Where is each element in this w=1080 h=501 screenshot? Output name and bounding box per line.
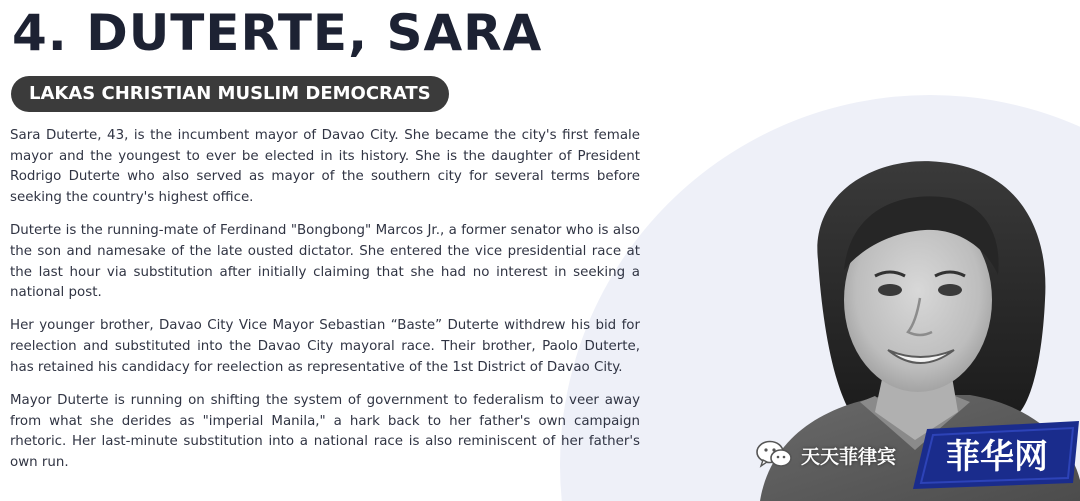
bio-paragraph: Mayor Duterte is running on shifting the system of government to federalism to veer away from what she derides as "imperial Manila," a hark back to her father's own campaign rhetoric. Her last-minute substitution into a national race is also reminiscent of her father's own run. [10,392,640,471]
bio-paragraph: Her younger brother, Davao City Vice Mayor Sebastian “Baste” Duterte withdrew his bid for reelection and substituted into the Davao City mayoral race. Their brother, Paolo Duterte, has retained his candidacy for reelection as representative of the 1st District of Davao City. [10,318,640,375]
site-logo-text: 菲华网 [946,437,1048,477]
candidate-bio [10,126,640,486]
watermark-channel: 天天菲律宾 [801,445,897,468]
wechat-icon [755,438,793,472]
party-badge: LAKAS CHRISTIAN MUSLIM DEMOCRATS [11,76,449,112]
watermark [755,438,896,472]
page-title: 4. DUTERTE, SARA [12,4,543,62]
bio-paragraph: Duterte is the running-mate of Ferdinand "Bongbong" Marcos Jr., a former senator who is also the son and namesake of the late ousted dictator. She entered the vice presidential race at the last hour via substitution after initially claiming that she had no interest in seeking a national post. [10,223,640,301]
site-logo [913,421,1080,489]
bio-paragraph: Sara Duterte, 43, is the incumbent mayor of Davao City. She became the city's first female mayor and the youngest to ever be elected in its history. She is the daughter of President Rodrigo Duterte who also served as mayor of the southern city for several terms before seeking the country's highest office. [10,128,640,206]
